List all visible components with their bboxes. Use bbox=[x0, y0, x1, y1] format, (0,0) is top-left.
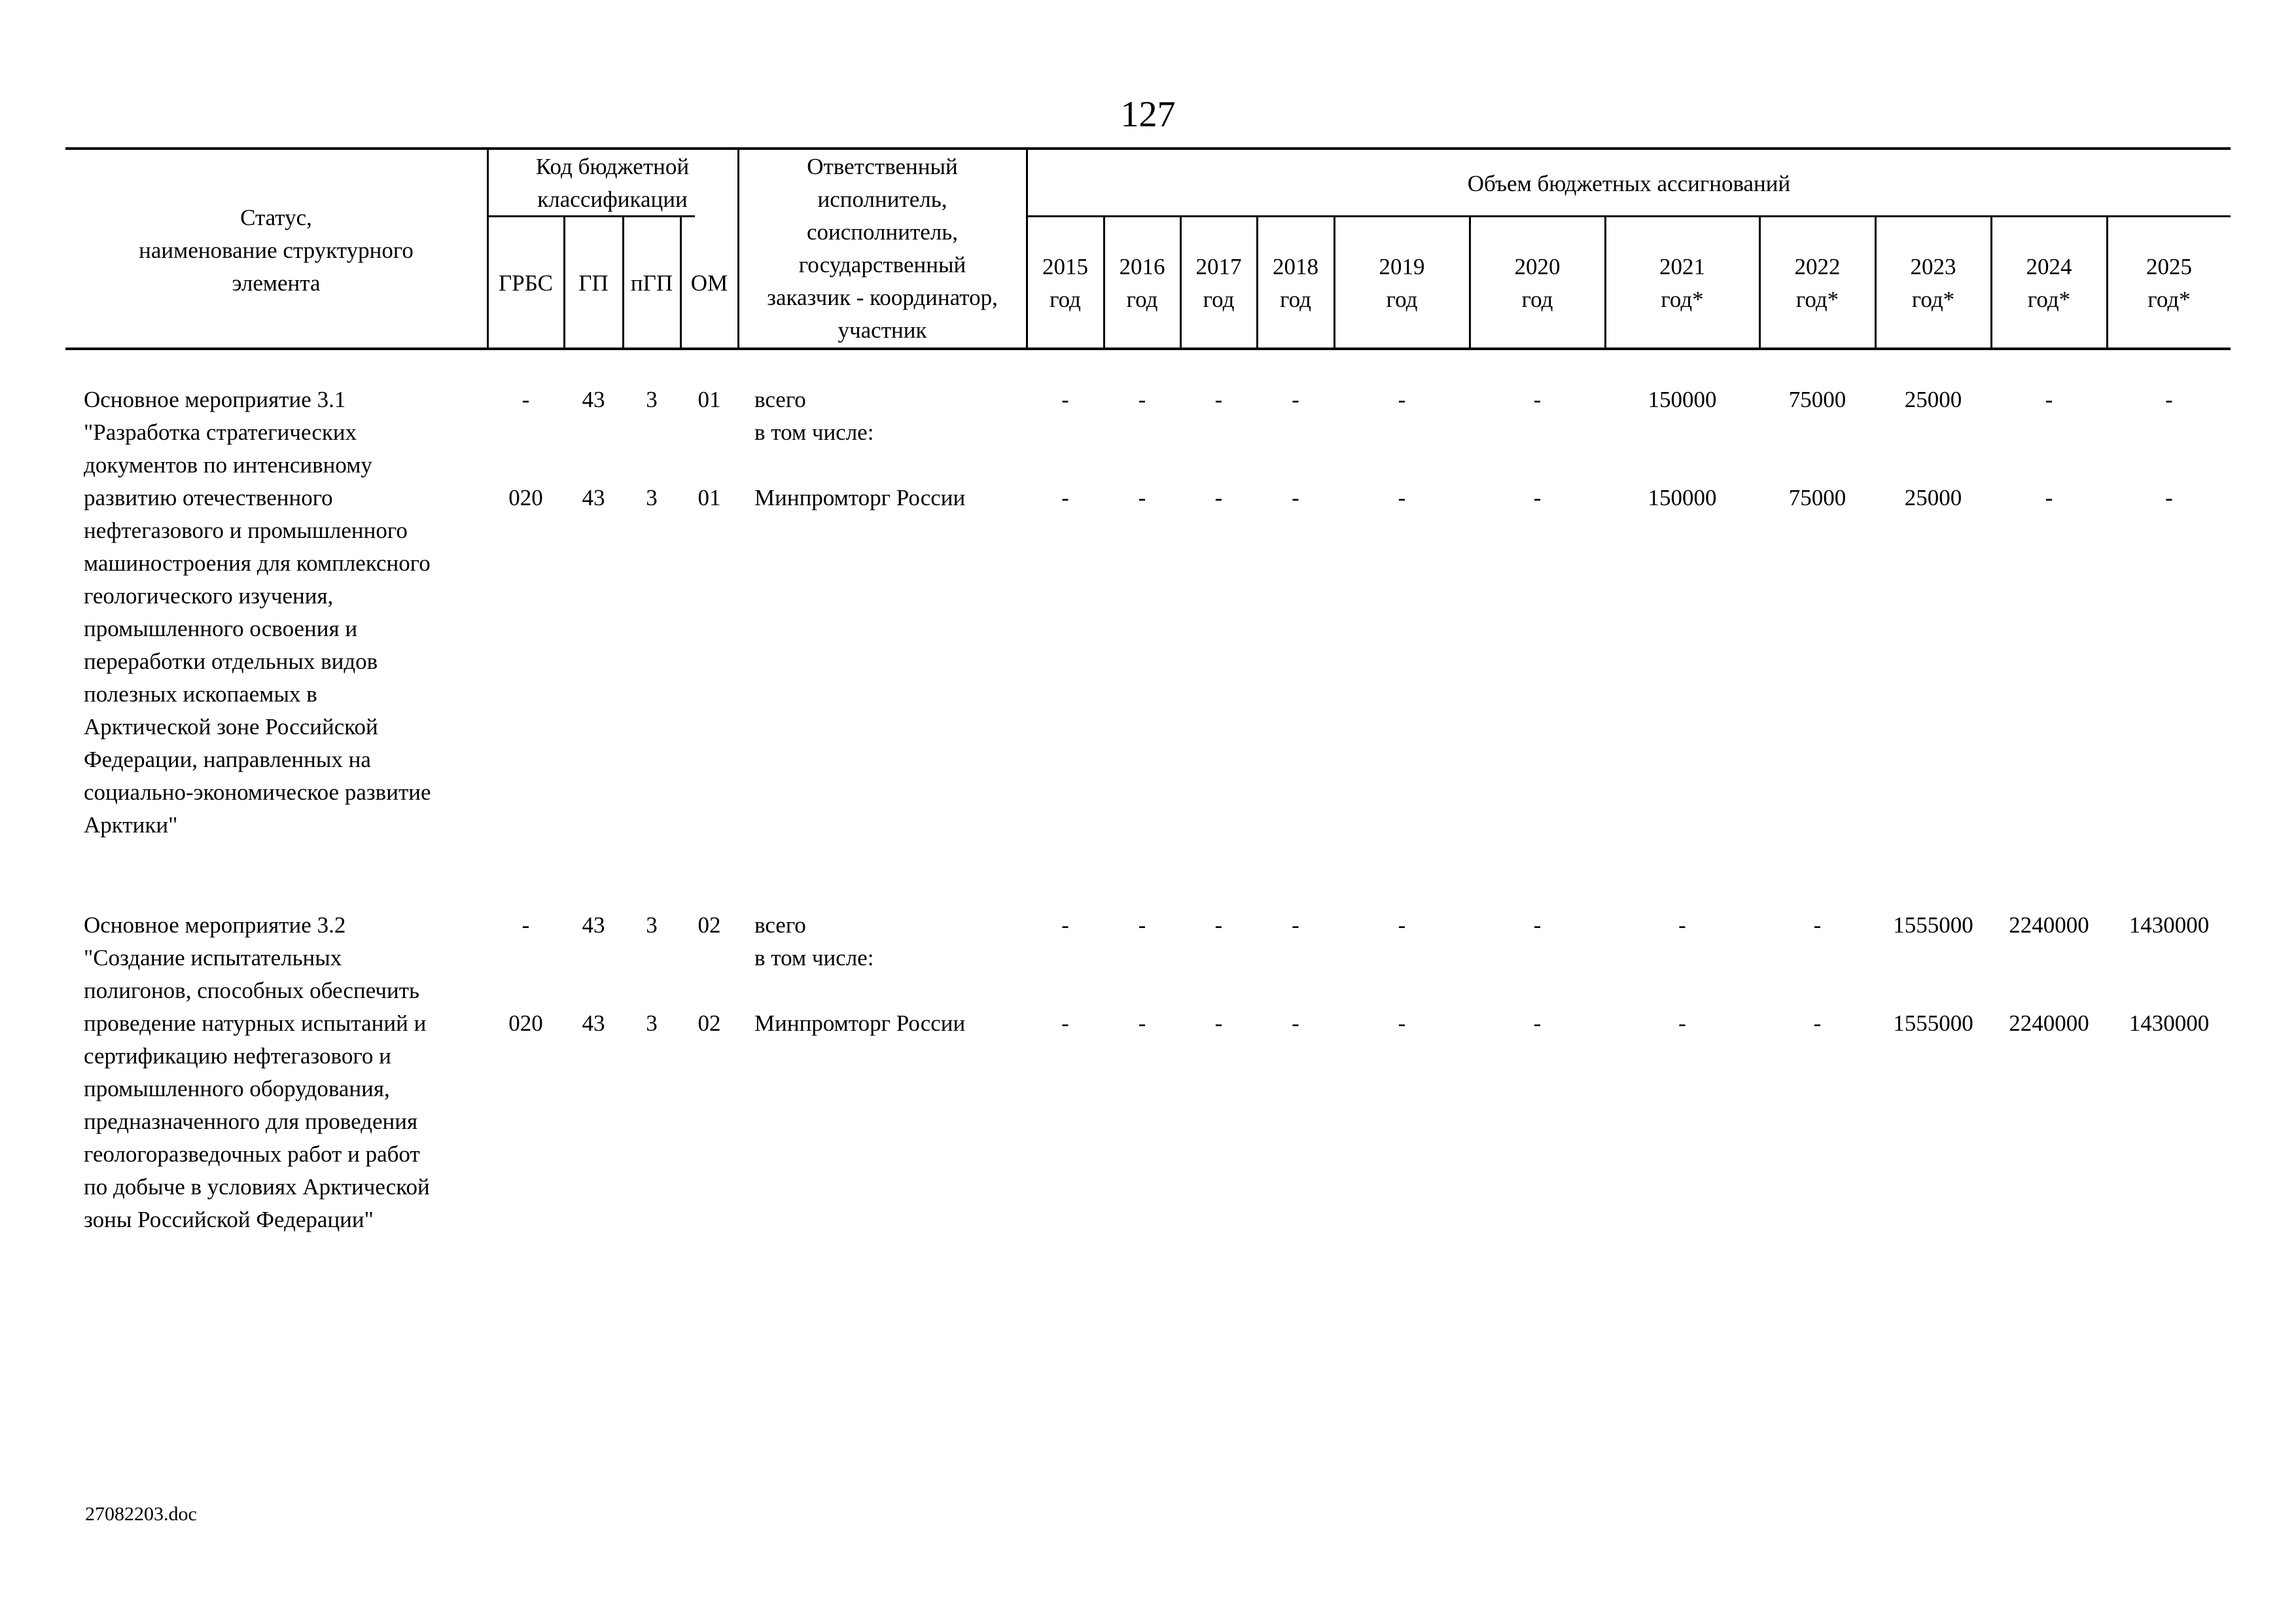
value-2019: - bbox=[1398, 387, 1406, 412]
header-pgp: пГП bbox=[630, 270, 673, 296]
value-2024: 2240000 bbox=[2009, 912, 2089, 938]
kbk-grbs: - bbox=[521, 387, 530, 412]
row-status: Основное мероприятие 3.1 "Разработка стратегических документов по интенсивному развитию отечественного нефтегазового и промышленного машиностроения для комплексного геологического изучения, промышленного освоения и переработки отдельных видов полезных ископаемых в Арктической зоне Российской Федерации, направленных на социально-экономическое развитие Арктики" bbox=[84, 387, 431, 838]
kbk-gp: 43 bbox=[582, 387, 605, 412]
value-2020: - bbox=[1533, 485, 1542, 510]
header-year-2021: 2021 год* bbox=[1659, 254, 1705, 312]
value-2021: - bbox=[1678, 1010, 1686, 1036]
value-2025: 1430000 bbox=[2128, 1010, 2210, 1036]
value-2022: - bbox=[1813, 912, 1822, 938]
kbk-pgp: 3 bbox=[646, 387, 658, 412]
value-2015: - bbox=[1061, 1010, 1069, 1036]
value-2020: - bbox=[1533, 1010, 1542, 1036]
value-2019: - bbox=[1398, 485, 1406, 510]
header-status: Статус, наименование структурного элемента bbox=[139, 205, 414, 296]
kbk-grbs: 020 bbox=[508, 485, 543, 510]
executor: всего в том числе: bbox=[754, 912, 874, 971]
value-2023: 1555000 bbox=[1893, 912, 1973, 938]
header-year-2019: 2019 год bbox=[1379, 254, 1425, 312]
value-2020: - bbox=[1533, 387, 1542, 412]
header-year-2025: 2025 год* bbox=[2146, 254, 2192, 312]
kbk-gp: 43 bbox=[582, 485, 605, 510]
value-2022: 75000 bbox=[1788, 387, 1846, 412]
value-2023: 1555000 bbox=[1893, 1010, 1973, 1036]
value-2016: - bbox=[1138, 1010, 1146, 1036]
header-year-2015: 2015 год bbox=[1042, 254, 1088, 312]
value-2015: - bbox=[1061, 387, 1069, 412]
kbk-grbs: 020 bbox=[508, 1010, 543, 1036]
value-2024: - bbox=[2045, 485, 2053, 510]
kbk-gp: 43 bbox=[582, 912, 605, 938]
value-2018: - bbox=[1292, 1010, 1299, 1036]
executor: Минпромторг России bbox=[754, 485, 966, 510]
header-year-2020: 2020 год bbox=[1514, 254, 1561, 312]
executor: Минпромторг России bbox=[754, 1010, 966, 1036]
header-year-2024: 2024 год* bbox=[2026, 254, 2072, 312]
kbk-om: 02 bbox=[698, 912, 721, 938]
header-year-2016: 2016 год bbox=[1119, 254, 1165, 312]
value-2021: - bbox=[1678, 912, 1686, 938]
row-status: Основное мероприятие 3.2 "Создание испытательных полигонов, способных обеспечить проведение натурных испытаний и сертификацию нефтегазового и промышленного оборудования, предназначенного для проведения геологоразведочных работ и работ по добыче в условиях Арктической зоны Российской Федерации" bbox=[84, 912, 430, 1232]
value-2019: - bbox=[1398, 1010, 1406, 1036]
kbk-pgp: 3 bbox=[646, 485, 658, 510]
value-2024: 2240000 bbox=[2009, 1010, 2089, 1036]
kbk-om: 01 bbox=[698, 485, 721, 510]
header-year-2022: 2022 год* bbox=[1794, 254, 1841, 312]
header-executor: Ответственный исполнитель, соисполнитель, государственный заказчик - координатор, участник bbox=[767, 154, 998, 343]
value-2016: - bbox=[1138, 485, 1146, 510]
kbk-grbs: - bbox=[521, 912, 530, 938]
table-top-rule bbox=[65, 147, 2231, 150]
value-2016: - bbox=[1138, 912, 1146, 938]
kbk-om: 02 bbox=[698, 1010, 721, 1036]
header-year-2023: 2023 год* bbox=[1910, 254, 1956, 312]
value-2015: - bbox=[1061, 485, 1069, 510]
value-2022: - bbox=[1813, 1010, 1822, 1036]
value-2016: - bbox=[1138, 387, 1146, 412]
value-2015: - bbox=[1061, 912, 1069, 938]
value-2017: - bbox=[1214, 485, 1223, 510]
header-grbs: ГРБС bbox=[499, 270, 553, 296]
kbk-pgp: 3 bbox=[646, 912, 658, 938]
value-2020: - bbox=[1533, 912, 1542, 938]
value-2021: 150000 bbox=[1648, 387, 1717, 412]
page-number: 127 bbox=[1120, 94, 1176, 135]
value-2017: - bbox=[1214, 1010, 1223, 1036]
kbk-om: 01 bbox=[698, 387, 721, 412]
kbk-pgp: 3 bbox=[646, 1010, 658, 1036]
years-subheader-rule bbox=[1027, 215, 2231, 217]
executor: всего в том числе: bbox=[754, 387, 874, 445]
value-2019: - bbox=[1398, 912, 1406, 938]
value-2018: - bbox=[1292, 387, 1299, 412]
header-om: ОМ bbox=[690, 270, 728, 296]
kbk-gp: 43 bbox=[582, 1010, 605, 1036]
footer-filename: 27082203.doc bbox=[85, 1503, 197, 1525]
value-2023: 25000 bbox=[1904, 485, 1962, 510]
value-2024: - bbox=[2045, 387, 2053, 412]
value-2018: - bbox=[1292, 485, 1299, 510]
value-2022: 75000 bbox=[1788, 485, 1846, 510]
header-year-2018: 2018 год bbox=[1273, 254, 1318, 312]
header-bottom-rule bbox=[65, 348, 2231, 350]
value-2025: 1430000 bbox=[2128, 912, 2210, 938]
value-2023: 25000 bbox=[1904, 387, 1962, 412]
header-budget-group: Объем бюджетных ассигнований bbox=[1467, 171, 1791, 196]
value-2018: - bbox=[1292, 912, 1299, 938]
value-2017: - bbox=[1214, 912, 1223, 938]
value-2017: - bbox=[1214, 387, 1223, 412]
value-2021: 150000 bbox=[1648, 485, 1717, 510]
value-2025: - bbox=[2165, 485, 2173, 510]
value-2025: - bbox=[2165, 387, 2173, 412]
header-kbk-group: Код бюджетной классификации bbox=[535, 154, 690, 212]
header-year-2017: 2017 год bbox=[1195, 254, 1242, 312]
header-gp: ГП bbox=[578, 270, 609, 296]
